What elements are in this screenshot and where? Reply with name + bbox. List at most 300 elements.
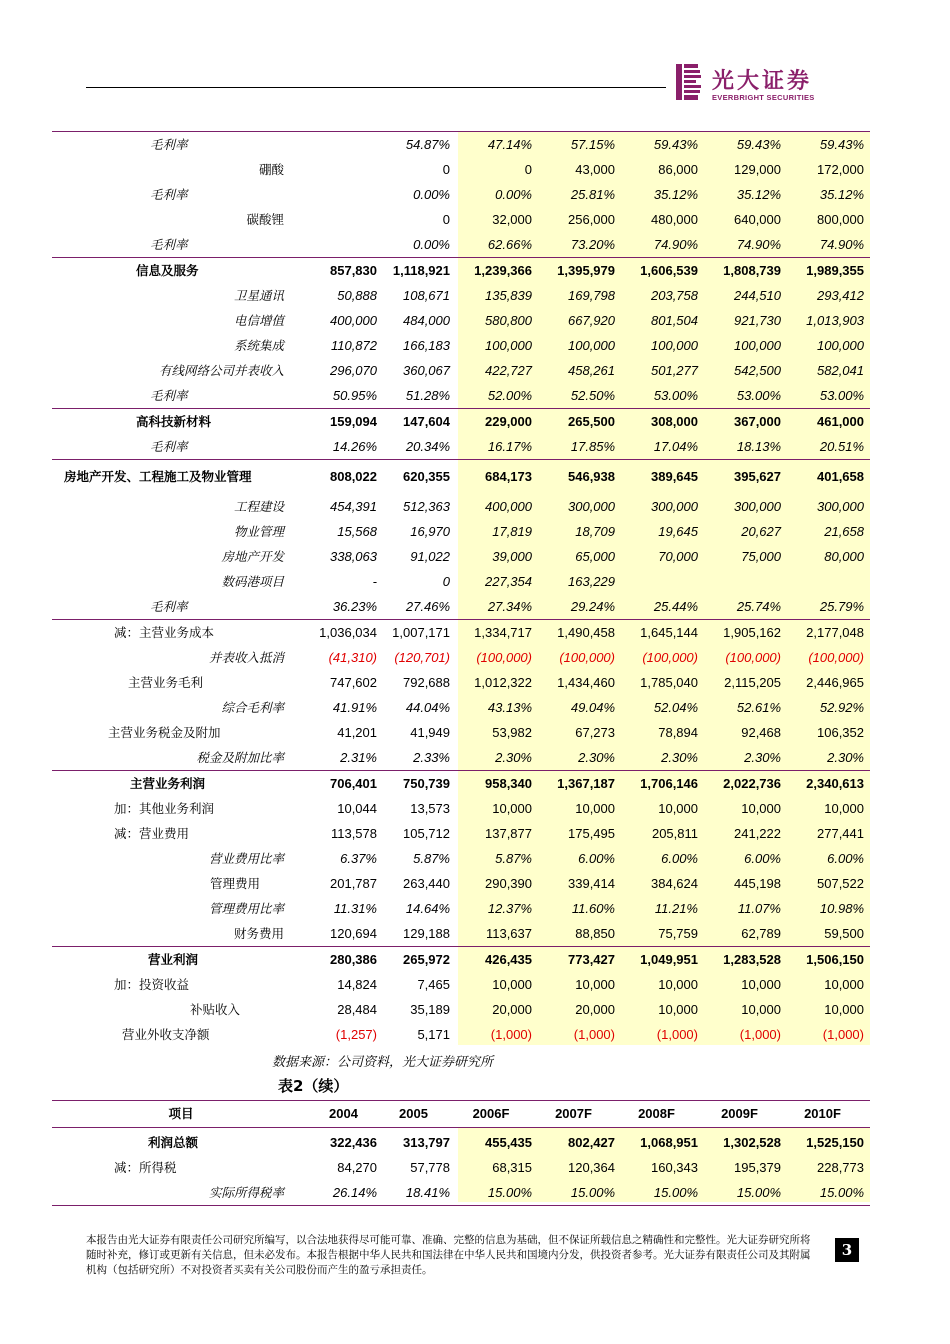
table-cell: (1,000) (739, 1027, 781, 1042)
table-cell: 401,658 (817, 469, 864, 484)
table-cell: 10,000 (492, 801, 532, 816)
table-cell: 455,435 (485, 1135, 532, 1150)
table-cell: 147,604 (403, 414, 450, 429)
table-row (52, 997, 870, 1022)
row-label: 毛利率 (150, 439, 188, 454)
table-cell: 227,354 (485, 574, 532, 589)
table-cell: 27.34% (487, 599, 532, 614)
table-cell: 256,000 (568, 212, 615, 227)
table-cell: 1,989,355 (806, 263, 864, 278)
table-cell: 426,435 (485, 952, 532, 967)
table-cell: 10,000 (658, 977, 698, 992)
table-cell: 0 (442, 212, 450, 227)
table-cell: 86,000 (658, 162, 698, 177)
table-cell: 300,000 (651, 499, 698, 514)
table-row (52, 494, 870, 519)
table-cell: 1,434,460 (557, 675, 615, 690)
table-cell: 163,229 (568, 574, 615, 589)
row-label: 营业利润 (148, 952, 199, 967)
column-header: 2006F (472, 1106, 510, 1121)
table-cell: 265,972 (403, 952, 450, 967)
table-cell: 20,627 (741, 524, 781, 539)
table-cell: 53,982 (492, 725, 532, 740)
table-cell: 1,239,366 (474, 263, 532, 278)
table-cell: 74.90% (653, 237, 698, 252)
table-cell: 36.23% (332, 599, 377, 614)
table-cell: 159,094 (330, 414, 377, 429)
table2-title: 表2（续） (278, 1077, 349, 1095)
everbright-logo (676, 64, 846, 104)
table-cell: 100,000 (817, 338, 864, 353)
table-cell: 2,022,736 (723, 776, 781, 791)
table-cell: 113,578 (330, 826, 377, 841)
table-cell: 16,970 (410, 524, 450, 539)
table-cell: 88,850 (575, 926, 615, 941)
table-cell: 26.14% (332, 1185, 377, 1200)
table-cell: 1,706,146 (640, 776, 698, 791)
table-cell: 706,401 (330, 776, 377, 791)
row-label: 管理费用比率 (208, 901, 284, 916)
table-cell: 684,173 (485, 469, 532, 484)
table-cell: 1,490,458 (557, 625, 615, 640)
table-cell: 15.00% (487, 1185, 532, 1200)
table-cell: 293,412 (817, 288, 864, 303)
table-cell: 19,645 (658, 524, 698, 539)
row-label: 管理费用 (209, 876, 260, 891)
table-cell: 14.26% (332, 439, 377, 454)
disclaimer: 本报告由光大证券有限责任公司研究所编写，以合法地获得尽可能可靠、准确、完整的信息为基础，但不保证所载信息之精确性和完整性。光大证券研究所将随时补充，修订或更新有关信息，但未必发布。本报告根据中华人民共和国法律在中华人民共和国境内分发，供投资者参考。光大证券有限责任公司及其附属机构（包括研究所）不对投资者买卖有关公司股份而产生的盈亏承担责任。 (86, 1234, 811, 1276)
table-cell: 74.90% (819, 237, 864, 252)
profit-table (52, 1100, 870, 1206)
table-cell: 1,905,162 (723, 625, 781, 640)
table-cell: 445,198 (734, 876, 781, 891)
table-row (52, 383, 870, 408)
table-cell (310, 157, 377, 182)
table-cell: 1,283,528 (723, 952, 781, 967)
table-cell: 1,013,903 (806, 313, 864, 328)
table-cell: 57,778 (410, 1160, 450, 1175)
table-cell (310, 232, 377, 257)
table-row (52, 745, 870, 770)
table-cell: (1,257) (335, 1027, 377, 1042)
table-cell: 484,000 (403, 313, 450, 328)
row-label: 房地产开发 (221, 549, 284, 564)
table-cell: (100,000) (642, 650, 698, 665)
table-cell: 175,495 (568, 826, 615, 841)
table-cell (781, 569, 864, 594)
table-cell: 11.07% (737, 901, 781, 916)
row-label: 减：所得税 (114, 1160, 177, 1175)
table-cell: 313,797 (403, 1135, 450, 1150)
table-cell: (100,000) (559, 650, 615, 665)
column-header: 2010F (804, 1106, 841, 1121)
table-cell: 620,355 (403, 469, 450, 484)
table-cell: 582,041 (817, 363, 864, 378)
table-cell: 18.13% (736, 439, 781, 454)
table-cell: 59.43% (819, 137, 864, 152)
table-cell: 160,343 (651, 1160, 698, 1175)
table-cell: 1,012,322 (474, 675, 532, 690)
table-cell: 454,391 (330, 499, 377, 514)
table-cell: 113,637 (485, 926, 532, 941)
table-cell: 169,798 (568, 288, 615, 303)
table-cell: 10,000 (741, 977, 781, 992)
table-cell: 6.37% (340, 851, 377, 866)
table-row (52, 132, 870, 157)
table-cell: 27.46% (405, 599, 450, 614)
table-cell (615, 569, 698, 594)
column-header: 2007F (555, 1106, 592, 1121)
table-cell: 15.00% (653, 1185, 698, 1200)
table-cell: 6.00% (827, 851, 864, 866)
table-cell: 59.43% (653, 137, 698, 152)
table-cell: (1,000) (573, 1027, 615, 1042)
table-cell: 2.30% (495, 750, 532, 765)
table-row (52, 871, 870, 896)
table-cell: 29.24% (570, 599, 615, 614)
table-cell: 1,118,921 (392, 263, 450, 278)
table-cell: 400,000 (330, 313, 377, 328)
table-cell: 52.61% (736, 700, 781, 715)
table-cell: 10,000 (658, 1002, 698, 1017)
table-cell: 384,624 (651, 876, 698, 891)
table-cell: 53.00% (819, 388, 864, 403)
table-cell: 1,049,951 (640, 952, 698, 967)
table-cell: 13,573 (410, 801, 450, 816)
table-cell: 35,189 (410, 1002, 450, 1017)
row-label: 有线网络公司并表收入 (158, 363, 284, 378)
table-cell: 129,000 (734, 162, 781, 177)
everbright-logo-mark (676, 64, 702, 100)
table-cell: 2.30% (744, 750, 781, 765)
table-cell: 110,872 (330, 338, 377, 353)
row-label: 加：投资收益 (114, 977, 190, 992)
table-row (52, 232, 870, 257)
table-cell: 20.34% (405, 439, 450, 454)
table-cell: 62.66% (487, 237, 532, 252)
table-cell: 308,000 (651, 414, 698, 429)
table-cell: 507,522 (817, 876, 864, 891)
table-cell: 1,808,739 (723, 263, 781, 278)
table-cell: (1,000) (490, 1027, 532, 1042)
table-cell: 166,183 (403, 338, 450, 353)
table-row (52, 1130, 870, 1155)
table-cell: 5.87% (413, 851, 450, 866)
table-cell: 10,000 (575, 801, 615, 816)
table-cell: 10,000 (741, 801, 781, 816)
table-cell: 1,506,150 (806, 952, 864, 967)
table-cell: (1,000) (822, 1027, 864, 1042)
row-label: 营业费用比率 (208, 851, 284, 866)
table-cell: 54.87% (405, 137, 450, 152)
table-cell: 6.00% (578, 851, 615, 866)
header-rule (86, 87, 666, 88)
column-header: 2004 (329, 1106, 358, 1121)
table-cell: 25.74% (736, 599, 781, 614)
table-row (52, 695, 870, 720)
table-cell: 53.00% (736, 388, 781, 403)
table-cell: 1,367,187 (557, 776, 615, 791)
table-cell: 137,877 (485, 826, 532, 841)
table-row (52, 434, 870, 459)
row-label: 营业外收支净额 (122, 1027, 210, 1042)
table-cell: 11.21% (654, 901, 698, 916)
table-cell: 25.81% (570, 187, 615, 202)
table-cell: 290,390 (485, 876, 532, 891)
row-label: 房地产开发、工程施工及物业管理 (64, 469, 252, 484)
table-cell: 43.13% (487, 700, 532, 715)
row-label: 毛利率 (150, 137, 188, 152)
table-cell: 921,730 (734, 313, 781, 328)
table-row (52, 257, 870, 283)
table-row (52, 333, 870, 358)
table-cell: 461,000 (817, 414, 864, 429)
table-cell: 47.14% (487, 137, 532, 152)
row-label: 工程建设 (233, 499, 284, 514)
table-cell: 15.00% (736, 1185, 781, 1200)
table-cell: 280,386 (330, 952, 377, 967)
table-cell: 458,261 (568, 363, 615, 378)
table-cell: 41.91% (332, 700, 377, 715)
table-cell: 74.90% (736, 237, 781, 252)
table-cell: 10,044 (337, 801, 377, 816)
table-cell: 0.00% (495, 187, 532, 202)
table-cell: 1,068,951 (640, 1135, 698, 1150)
row-label: 系统集成 (233, 338, 284, 353)
table-cell: 105,712 (403, 826, 450, 841)
table-cell: 80,000 (824, 549, 864, 564)
table-cell: 338,063 (330, 549, 377, 564)
table-cell: 11.31% (333, 901, 377, 916)
table-row (52, 720, 870, 745)
table-cell: 92,468 (741, 725, 781, 740)
table-row (52, 308, 870, 333)
table-cell: 1,302,528 (723, 1135, 781, 1150)
table-cell: 52.04% (653, 700, 698, 715)
table-row (52, 796, 870, 821)
table-cell: 10,000 (575, 977, 615, 992)
table-cell: 59,500 (824, 926, 864, 941)
table-cell: 172,000 (817, 162, 864, 177)
table-cell: (1,000) (656, 1027, 698, 1042)
row-label: 毛利率 (150, 187, 188, 202)
row-label: 减：营业费用 (114, 826, 190, 841)
table-cell: 792,688 (403, 675, 450, 690)
table-row (52, 182, 870, 207)
table-cell: 35.12% (736, 187, 781, 202)
row-label: 减：主营业务成本 (114, 625, 215, 640)
row-label: 硼酸 (258, 162, 284, 177)
table-cell: 322,436 (330, 1135, 377, 1150)
table-cell: 52.92% (819, 700, 864, 715)
table-cell (310, 132, 377, 157)
table-cell: 339,414 (568, 876, 615, 891)
table-cell: 195,379 (734, 1160, 781, 1175)
table-cell: 73.20% (570, 237, 615, 252)
table-cell: 10,000 (824, 801, 864, 816)
table-cell: 129,188 (403, 926, 450, 941)
table-cell: 0.00% (413, 187, 450, 202)
table-cell: 360,067 (403, 363, 450, 378)
table-row (52, 896, 870, 921)
table-cell: 2,177,048 (806, 625, 864, 640)
table-cell: 1,645,144 (640, 625, 698, 640)
table-row (52, 157, 870, 182)
table-cell: 65,000 (575, 549, 615, 564)
table-cell: 2.30% (661, 750, 698, 765)
column-header: 2008F (638, 1106, 675, 1121)
table-cell: (41,310) (328, 650, 377, 665)
table-cell: 20.51% (819, 439, 864, 454)
table-cell: 480,000 (651, 212, 698, 227)
table-row (52, 459, 870, 494)
table-cell: 640,000 (734, 212, 781, 227)
row-label: 数码港项目 (221, 574, 284, 589)
row-label: 电信增值 (233, 313, 284, 328)
table-cell: 35.12% (819, 187, 864, 202)
table-cell: 1,525,150 (806, 1135, 864, 1150)
table-cell: 580,800 (485, 313, 532, 328)
table-cell: 546,938 (568, 469, 615, 484)
financial-forecast-table (52, 131, 870, 1047)
table-cell: 203,758 (651, 288, 698, 303)
table-cell: 70,000 (658, 549, 698, 564)
table-cell: 11.60% (571, 901, 615, 916)
table-cell: 6.00% (744, 851, 781, 866)
table-cell: 802,427 (568, 1135, 615, 1150)
table-cell: 0 (524, 162, 532, 177)
table-row (52, 408, 870, 434)
table-cell: 15,568 (337, 524, 377, 539)
table-cell: 108,671 (403, 288, 450, 303)
table-cell: 296,070 (330, 363, 377, 378)
row-label: 综合毛利率 (221, 700, 284, 715)
table-cell: 750,739 (403, 776, 450, 791)
table-cell: - (372, 574, 377, 589)
table-cell (310, 182, 377, 207)
row-label: 补贴收入 (189, 1002, 240, 1017)
table-cell: 17.85% (570, 439, 615, 454)
table-cell: 35.12% (653, 187, 698, 202)
table-cell (698, 569, 781, 594)
table-cell: 62,789 (741, 926, 781, 941)
table-cell: 300,000 (734, 499, 781, 514)
table-cell: 0 (442, 162, 450, 177)
table-cell: 106,352 (817, 725, 864, 740)
column-header: 项目 (168, 1106, 194, 1121)
logo-chinese-name: 光大证券 (712, 68, 813, 94)
table-cell: 7,465 (417, 977, 450, 992)
table-cell: 20,000 (492, 1002, 532, 1017)
row-label: 利润总额 (148, 1135, 199, 1150)
table-cell: 5.87% (495, 851, 532, 866)
table-cell: 800,000 (817, 212, 864, 227)
table-cell: 52.50% (570, 388, 615, 403)
table-cell: 120,694 (330, 926, 377, 941)
table-cell: 16.17% (487, 439, 532, 454)
table-cell: 100,000 (568, 338, 615, 353)
row-label: 高科技新材料 (136, 414, 212, 429)
table-cell: 6.00% (661, 851, 698, 866)
table-cell: 229,000 (485, 414, 532, 429)
table-cell: 241,222 (734, 826, 781, 841)
table-cell: 2.30% (578, 750, 615, 765)
table-cell: 28,484 (337, 1002, 377, 1017)
table-row (52, 619, 870, 645)
table-cell: 59.43% (736, 137, 781, 152)
row-label: 毛利率 (150, 388, 188, 403)
table-row (52, 1180, 870, 1206)
table-cell: 135,839 (485, 288, 532, 303)
table-cell: 1,606,539 (640, 263, 698, 278)
table-cell: 18.41% (405, 1185, 450, 1200)
row-label: 财务费用 (233, 926, 284, 941)
table-cell: 10,000 (824, 1002, 864, 1017)
row-label: 物业管理 (233, 524, 284, 539)
table-cell: 747,602 (330, 675, 377, 690)
table-cell: 20,000 (575, 1002, 615, 1017)
table-cell: 53.00% (653, 388, 698, 403)
table-cell: 25.79% (819, 599, 864, 614)
table-cell: 120,364 (568, 1160, 615, 1175)
table-cell: 263,440 (403, 876, 450, 891)
table-cell: 84,270 (337, 1160, 377, 1175)
table-cell: 2,446,965 (806, 675, 864, 690)
row-label: 主营业务毛利 (128, 675, 204, 690)
table-cell: 91,022 (410, 549, 450, 564)
logo-english-name: EVERBRIGHT SECURITIES (712, 93, 815, 102)
table-cell: 667,920 (568, 313, 615, 328)
table-cell: 78,894 (658, 725, 698, 740)
table-row (52, 770, 870, 796)
table-cell: 17,819 (492, 524, 532, 539)
row-label: 毛利率 (150, 599, 188, 614)
table-cell: 14.64% (405, 901, 450, 916)
table-cell: 44.04% (405, 700, 450, 715)
table-cell: 10.98% (819, 901, 864, 916)
table-cell: (100,000) (725, 650, 781, 665)
table-row (52, 1022, 870, 1047)
table-cell: 958,340 (485, 776, 532, 791)
table-cell: 41,201 (337, 725, 377, 740)
table-cell: 18,709 (575, 524, 615, 539)
table-cell: 10,000 (492, 977, 532, 992)
table-row (52, 358, 870, 383)
row-label: 加：其他业务利润 (114, 801, 215, 816)
table-cell: 395,627 (734, 469, 781, 484)
table-cell: 1,334,717 (474, 625, 532, 640)
table-row (52, 1155, 870, 1180)
table-cell: 228,773 (817, 1160, 864, 1175)
table-cell: 25.44% (653, 599, 698, 614)
table-cell: 2.30% (827, 750, 864, 765)
row-label: 实际所得税率 (208, 1185, 284, 1200)
row-label: 毛利率 (150, 237, 188, 252)
table-cell: 2,340,613 (806, 776, 864, 791)
table-cell: 43,000 (575, 162, 615, 177)
table-row (52, 946, 870, 972)
table-cell: 15.00% (570, 1185, 615, 1200)
table-cell: 21,658 (824, 524, 864, 539)
row-label: 信息及服务 (136, 263, 199, 278)
table-row (52, 821, 870, 846)
table-cell: 50,888 (337, 288, 377, 303)
table-cell: 300,000 (568, 499, 615, 514)
table-cell: (100,000) (476, 650, 532, 665)
table-cell: 68,315 (492, 1160, 532, 1175)
table-cell: 10,000 (741, 1002, 781, 1017)
column-header: 2009F (721, 1106, 758, 1121)
